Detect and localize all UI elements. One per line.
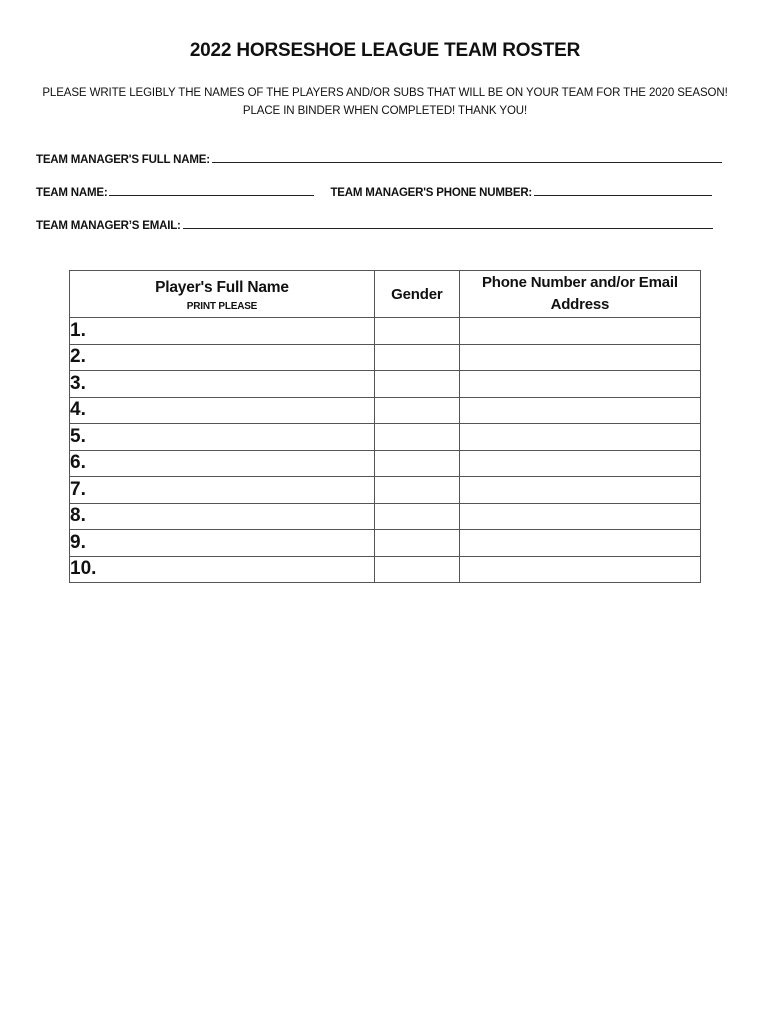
header-contact-line-2: Address [550,296,610,313]
contact-cell[interactable] [459,503,700,530]
manager-phone-label: TEAM MANAGER'S PHONE NUMBER: [330,187,533,199]
roster-table [69,270,701,583]
manager-name-label: TEAM MANAGER'S FULL NAME: [36,154,210,166]
team-name-blank[interactable] [109,184,314,196]
table-row [70,371,701,398]
team-name-label: TEAM NAME: [36,187,108,199]
manager-phone-blank[interactable] [534,184,712,196]
contact-cell[interactable] [459,477,700,504]
gender-cell[interactable] [374,424,459,451]
table-row [70,530,701,557]
instructions-line-1: PLEASE WRITE LEGIBLY THE NAMES OF THE PLAYERS AND/OR SUBS THAT WILL BE ON YOUR TEAM FOR THE 2020 SEASON! [42,87,728,99]
gender-cell[interactable] [374,477,459,504]
gender-cell[interactable] [374,556,459,583]
gender-cell[interactable] [374,530,459,557]
instructions-line-2: PLACE IN BINDER WHEN COMPLETED! THANK YOU! [242,105,528,117]
player-name-cell[interactable]: 1. [70,318,375,345]
manager-name-blank[interactable] [212,151,722,163]
header-contact [459,271,700,318]
player-name-cell[interactable]: 2. [70,344,375,371]
player-name-cell[interactable]: 4. [70,397,375,424]
manager-email-label: TEAM MANAGER’S EMAIL: [36,220,181,232]
contact-cell[interactable] [459,344,700,371]
gender-cell[interactable] [374,344,459,371]
instructions [0,84,770,120]
table-row [70,397,701,424]
player-name-cell[interactable]: 8. [70,503,375,530]
contact-cell[interactable] [459,556,700,583]
page-title: 2022 HORSESHOE LEAGUE TEAM ROSTER [189,40,581,61]
player-name-cell[interactable]: 5. [70,424,375,451]
table-row [70,556,701,583]
manager-email-blank[interactable] [183,217,713,229]
manager-email-field [36,217,713,232]
contact-cell[interactable] [459,397,700,424]
header-player-name [70,271,375,318]
contact-cell[interactable] [459,318,700,345]
player-name-cell[interactable]: 3. [70,371,375,398]
contact-cell[interactable] [459,450,700,477]
roster-header-row [70,271,701,318]
header-print-please: PRINT PLEASE [186,300,258,312]
table-row [70,477,701,504]
header-contact-line-1: Phone Number and/or Email [481,274,678,291]
player-name-cell[interactable]: 10. [70,556,375,583]
table-row [70,318,701,345]
header-gender: Gender [374,271,459,318]
gender-cell[interactable] [374,371,459,398]
header-player-name-label: Player's Full Name [155,278,289,296]
gender-cell[interactable] [374,450,459,477]
player-name-cell[interactable]: 7. [70,477,375,504]
table-row [70,450,701,477]
table-row [70,424,701,451]
contact-cell[interactable] [459,371,700,398]
player-name-cell[interactable]: 9. [70,530,375,557]
player-name-cell[interactable]: 6. [70,450,375,477]
gender-cell[interactable] [374,397,459,424]
table-row [70,503,701,530]
manager-name-field [36,151,722,166]
contact-cell[interactable] [459,424,700,451]
gender-cell[interactable] [374,503,459,530]
team-name-phone-row [36,184,712,199]
contact-cell[interactable] [459,530,700,557]
gender-cell[interactable] [374,318,459,345]
table-row [70,344,701,371]
